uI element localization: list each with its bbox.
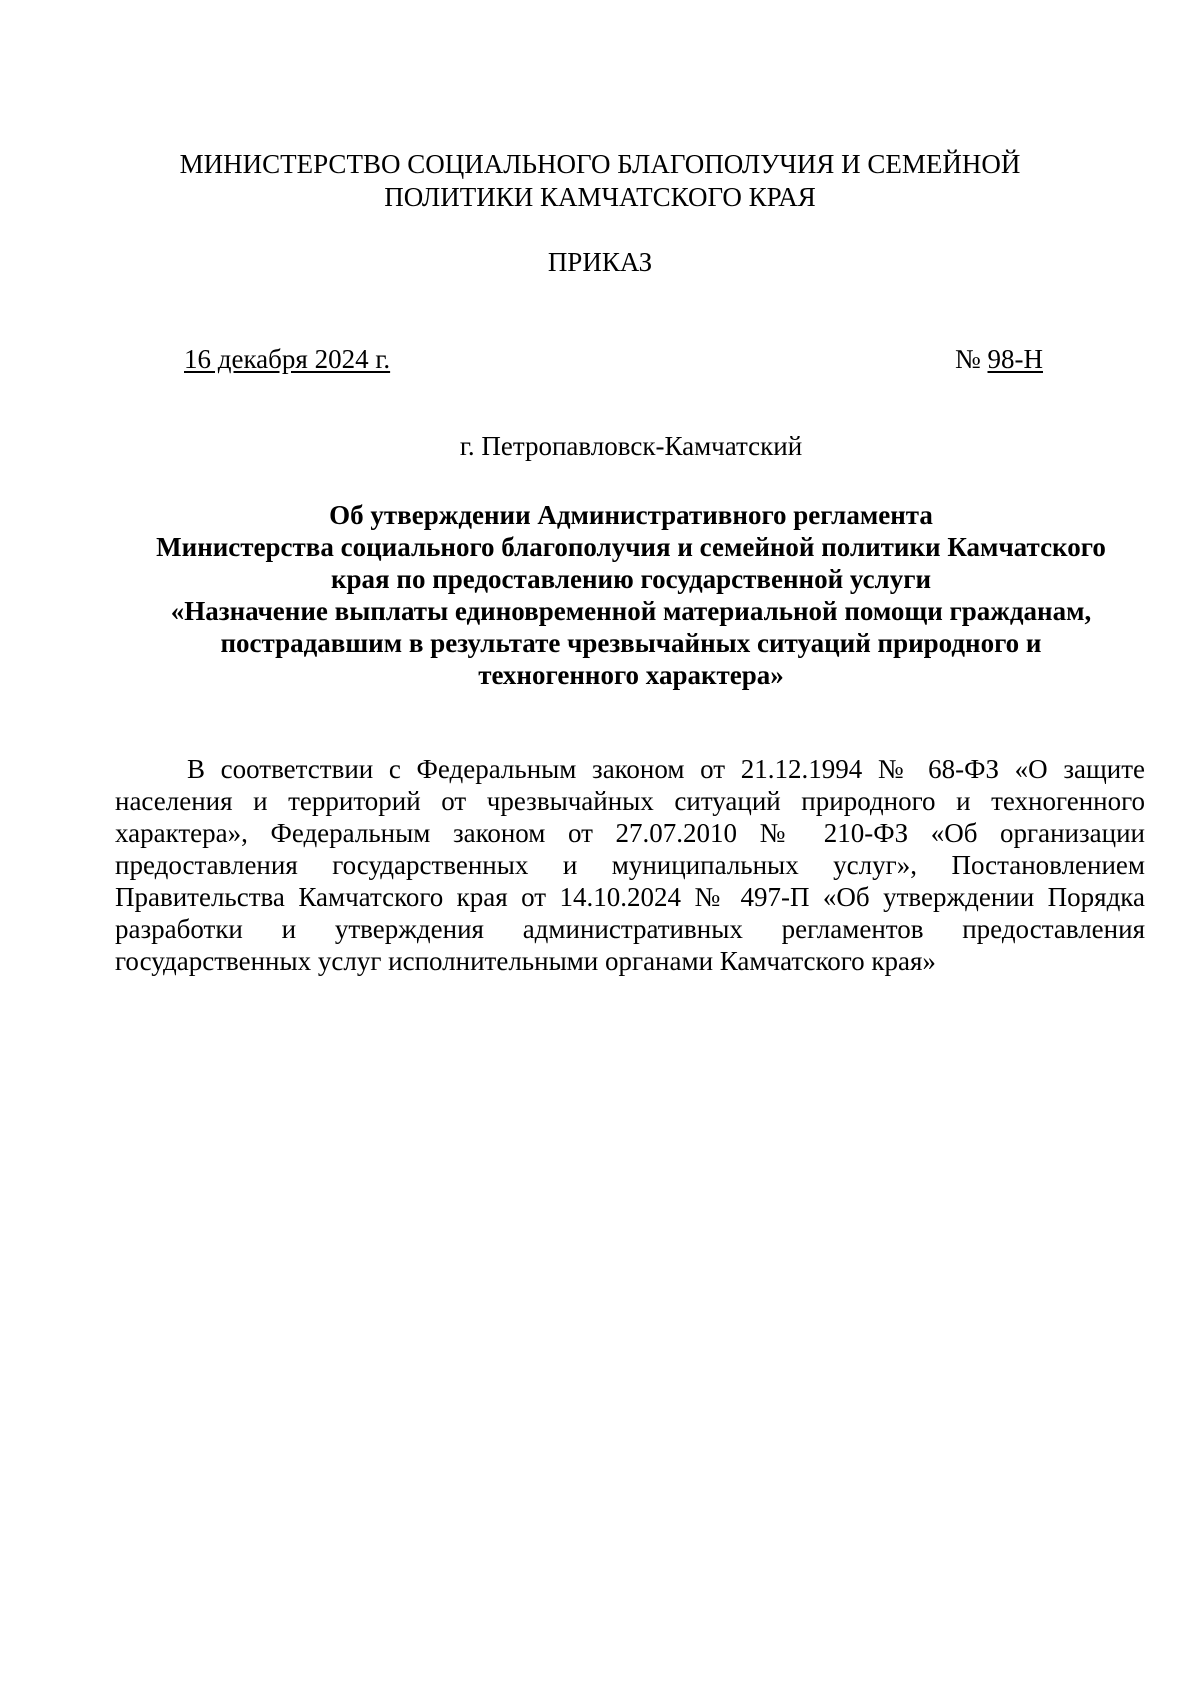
document-title <box>100 499 1162 691</box>
document-number-prefix: № <box>954 344 988 374</box>
title-line-3: края по предоставлению государственной услуги <box>330 564 932 594</box>
ministry-name-line-2: ПОЛИТИКИ КАМЧАТСКОГО КРАЯ <box>384 182 816 212</box>
document-number-value: 98-Н <box>987 344 1043 374</box>
ministry-name-line-1: МИНИСТЕРСТВО СОЦИАЛЬНОГО БЛАГОПОЛУЧИЯ И СЕМЕЙНОЙ <box>179 149 1021 179</box>
title-line-2: Министерства социального благополучия и семейной политики Камчатского <box>156 532 1106 562</box>
body-paragraph: В соответствии с Федеральным законом от 21.12.1994 № 68-ФЗ «О защите населения и территорий от чрезвычайных ситуаций природного и техногенного характера», Федеральным законом от 27.07.2010 № 210-ФЗ «Об организации предоставления государственных и муниципальных услуг», Постановлением Правительства Камчатского края от 14.10.2024 № 497-П «Об утверждении Порядка разработки и утверждения административных регламентов предоставления государственных услуг исполнительными органами Камчатского края» <box>115 754 1145 976</box>
title-line-4: «Назначение выплаты единовременной материальной помощи гражданам, <box>170 596 1092 626</box>
title-line-6: техногенного характера» <box>478 660 784 690</box>
document-type: ПРИКАЗ <box>547 247 653 277</box>
title-line-1: Об утверждении Административного регламента <box>329 500 933 530</box>
document-city: г. Петропавловск-Камчатский <box>459 431 803 461</box>
document-number <box>955 343 1043 376</box>
title-line-5: пострадавшим в результате чрезвычайных ситуаций природного и <box>220 628 1042 658</box>
document-date: 16 декабря 2024 г. <box>184 344 391 374</box>
ministry-name <box>100 148 1100 214</box>
